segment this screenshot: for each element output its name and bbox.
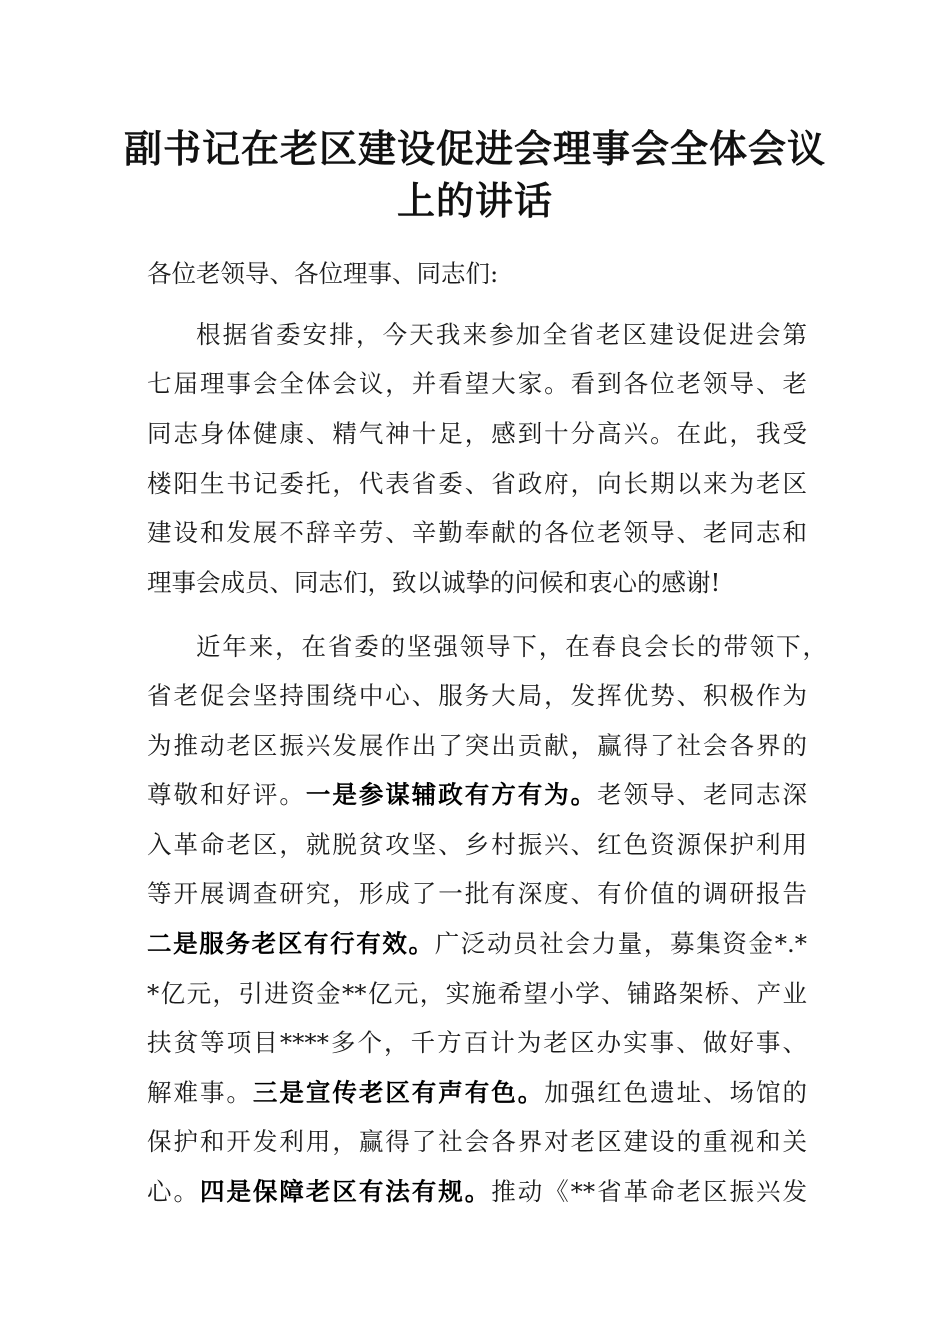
paragraph-2-line <box>147 779 807 811</box>
paragraph-2-line: 省老促会坚持围绕中心、服务大局，发挥优势、积极作为 <box>147 681 807 710</box>
key-point-heading-2: 二是服务老区有行有效。 <box>147 929 435 958</box>
paragraph-1-line: 根据省委安排，今天我来参加全省老区建设促进会第 <box>196 320 807 349</box>
text-span: 广泛动员社会力量，募集资金*.* <box>434 929 807 958</box>
paragraph-2-line: 近年来，在省委的坚强领导下，在春良会长的带领下， <box>196 632 827 661</box>
paragraph-2-line: 等开展调查研究，形成了一批有深度、有价值的调研报告 <box>147 879 807 908</box>
key-point-heading-1: 一是参谋辅政有方有为。 <box>305 780 598 809</box>
paragraph-1-line: 建设和发展不辞辛劳、辛勤奉献的各位老领导、老同志和 <box>147 518 807 547</box>
paragraph-1-line: 理事会成员、同志们，致以诚挚的问候和衷心的感谢! <box>147 568 721 597</box>
text-span: 推动《**省革命老区振兴发 <box>491 1177 808 1206</box>
paragraph-2-line: 为推动老区振兴发展作出了突出贡献，赢得了社会各界的 <box>147 731 807 760</box>
paragraph-2-line <box>147 928 807 960</box>
paragraph-2-line: 入革命老区，就脱贫攻坚、乡村振兴、红色资源保护利用 <box>147 830 807 859</box>
text-span: 心。 <box>147 1177 200 1206</box>
salutation: 各位老领导、各位理事、同志们: <box>147 259 499 288</box>
text-span: 老领导、老同志深 <box>597 780 808 809</box>
paragraph-2-line: *亿元，引进资金**亿元，实施希望小学、铺路架桥、产业 <box>147 979 807 1008</box>
paragraph-1-line: 楼阳生书记委托，代表省委、省政府，向长期以来为老区 <box>147 469 807 498</box>
paragraph-2-line: 扶贫等项目****多个，千方百计为老区办实事、做好事、 <box>147 1028 807 1057</box>
text-span: 尊敬和好评。 <box>147 780 306 809</box>
text-span: 加强红色遗址、场馆的 <box>544 1078 808 1107</box>
document-title-line-2: 上的讲话 <box>396 178 553 223</box>
paragraph-2-line: 保护和开发利用，赢得了社会各界对老区建设的重视和关 <box>147 1127 807 1156</box>
paragraph-2-line <box>147 1176 807 1208</box>
paragraph-2-line <box>147 1077 807 1109</box>
text-span: 解难事。 <box>147 1078 253 1107</box>
paragraph-1-line: 同志身体健康、精气神十足，感到十分高兴。在此，我受 <box>147 419 807 448</box>
paragraph-1-line: 七届理事会全体会议，并看望大家。看到各位老领导、老 <box>147 369 807 398</box>
key-point-heading-4: 四是保障老区有法有规。 <box>199 1177 492 1206</box>
document-title-line-1: 副书记在老区建设促进会理事会全体会议 <box>123 126 826 171</box>
key-point-heading-3: 三是宣传老区有声有色。 <box>252 1078 545 1107</box>
